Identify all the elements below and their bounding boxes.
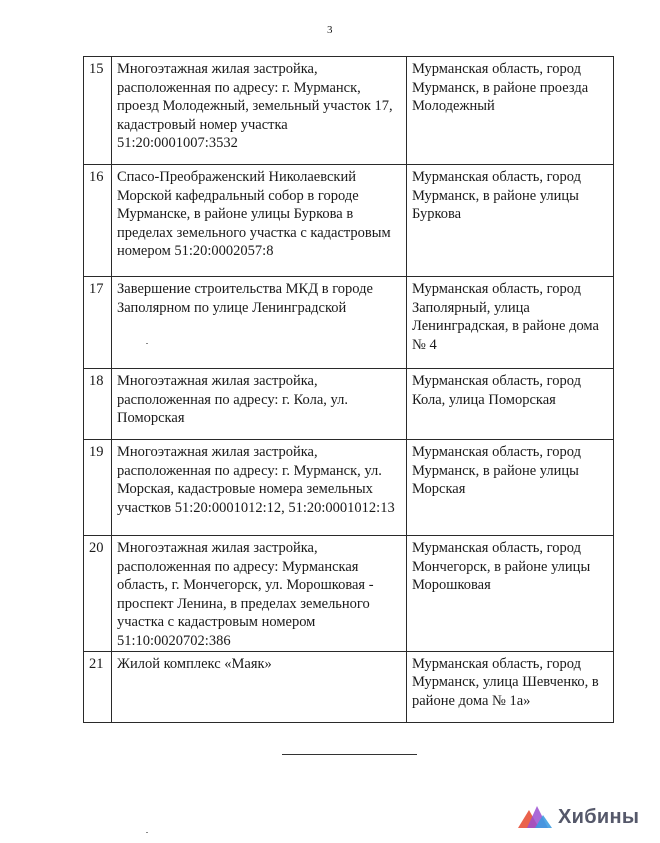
watermark-brand-name: Хибины — [558, 805, 640, 828]
object-name: Спасо-Преображенский Николаевский Морской кафедральный собор в городе Мурманске, в районе улицы Буркова в пределах земельного участка с кадастровым номером 51:20:0002057:8 — [112, 165, 407, 277]
scan-speck — [146, 343, 148, 344]
object-location: Мурманская область, город Мурманск, в районе проезда Молодежный — [407, 57, 614, 165]
object-location: Мурманская область, город Мончегорск, в районе улицы Морошковая — [407, 536, 614, 652]
object-location: Мурманская область, город Мурманск, в районе улицы Морская — [407, 440, 614, 536]
object-name: Многоэтажная жилая застройка, расположенная по адресу: Мурманская область, г. Мончегорск, ул. Морошковая - проспект Ленина, в пределах земельного участка с кадастровым номером 51:10:0020702:386 — [112, 536, 407, 652]
row-number: 17 — [84, 277, 112, 369]
table-row — [84, 165, 614, 277]
table-row — [84, 277, 614, 369]
row-number: 16 — [84, 165, 112, 277]
end-divider-line — [282, 754, 417, 755]
object-location: Мурманская область, город Заполярный, улица Ленинградская, в районе дома № 4 — [407, 277, 614, 369]
objects-table — [83, 56, 614, 723]
scan-speck — [146, 832, 148, 833]
object-name: Многоэтажная жилая застройка, расположенная по адресу: г. Мурманск, проезд Молодежный, земельный участок 17, кадастровый номер участка 51:20:0001007:3532 — [112, 57, 407, 165]
object-name: Многоэтажная жилая застройка, расположенная по адресу: г. Мурманск, ул. Морская, кадастровые номера земельных участков 51:20:0001012:12, 51:20:0001012:13 — [112, 440, 407, 536]
object-name: Жилой комплекс «Маяк» — [112, 651, 407, 722]
row-number: 20 — [84, 536, 112, 652]
row-number: 19 — [84, 440, 112, 536]
row-number: 18 — [84, 369, 112, 440]
table-row — [84, 57, 614, 165]
object-location: Мурманская область, город Мурманск, в районе улицы Буркова — [407, 165, 614, 277]
object-location: Мурманская область, город Мурманск, улица Шевченко, в районе дома № 1а» — [407, 651, 614, 722]
table-row — [84, 536, 614, 652]
table-row — [84, 369, 614, 440]
page-number: 3 — [327, 24, 333, 36]
row-number: 21 — [84, 651, 112, 722]
object-name: Многоэтажная жилая застройка, расположенная по адресу: г. Кола, ул. Поморская — [112, 369, 407, 440]
mountain-logo-icon — [518, 806, 552, 828]
table-row — [84, 651, 614, 722]
table-row — [84, 440, 614, 536]
object-name: Завершение строительства МКД в городе Заполярном по улице Ленинградской — [112, 277, 407, 369]
object-location: Мурманская область, город Кола, улица Поморская — [407, 369, 614, 440]
row-number: 15 — [84, 57, 112, 165]
watermark — [518, 804, 639, 830]
